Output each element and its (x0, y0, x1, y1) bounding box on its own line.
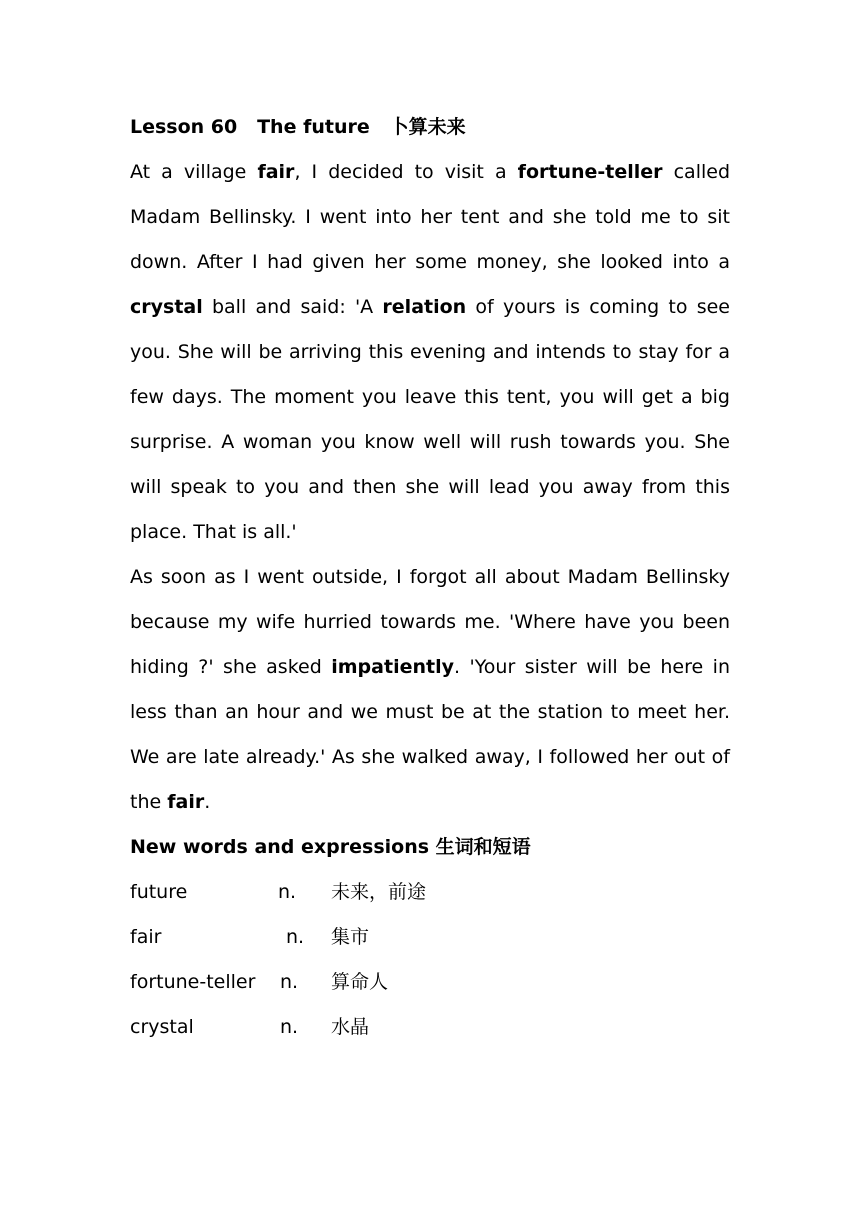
vocab-pos: n. (278, 881, 297, 903)
vocab-pos: n. (280, 971, 299, 993)
vocab-pos: n. (280, 1016, 299, 1038)
vocab-row-future (130, 870, 730, 915)
vocabulary-heading: New words and expressions 生词和短语 (130, 836, 531, 858)
vocab-meaning: 算命人 (331, 971, 389, 993)
text: of yours is coming to see you. She will be arriving this evening and intends to stay for a few days. The moment you leave this tent, you will get a big surprise. A woman you know well will rush towards you. She will speak to you and then she will lead you away from this place. That is all.' (130, 296, 730, 543)
vocab-row-fortune-teller (130, 960, 730, 1005)
vocab-meaning: 未来，前途 (331, 881, 427, 903)
vocab-pos: n. (286, 926, 305, 948)
keyword-relation: relation (382, 296, 467, 318)
keyword-crystal: crystal (130, 296, 203, 318)
text: called Madam Bellinsky. I went into her tent and she told me to sit down. After I had given her some money, she looked into a (130, 161, 730, 273)
keyword-fair: fair (167, 791, 205, 813)
story-paragraph-2 (130, 555, 730, 825)
vocab-word: fair (130, 926, 162, 948)
vocab-row-fair (130, 915, 730, 960)
text: ball and said: 'A (202, 296, 383, 318)
vocab-word: fortune-teller (130, 971, 256, 993)
story-paragraph-1 (130, 150, 730, 555)
text: At a village (130, 161, 258, 183)
text: . (204, 791, 211, 813)
lesson-title: Lesson 60 The future 卜算未来 (130, 116, 466, 138)
text: . 'Your sister will be here in less than an hour and we must be at the station to meet her. We are late already.' As she walked away, I followed her out of the (130, 656, 730, 813)
keyword-impatiently: impatiently (331, 656, 454, 678)
text: As soon as I went outside, I forgot all about Madam Bellinsky because my wife hurried towards me. 'Where have you been hiding ?' she asked (130, 566, 730, 678)
vocab-meaning: 集市 (331, 926, 370, 948)
keyword-fortune-teller: fortune-teller (517, 161, 663, 183)
vocab-meaning: 水晶 (331, 1016, 370, 1038)
keyword-fair: fair (257, 161, 295, 183)
vocab-word: future (130, 881, 188, 903)
vocab-word: crystal (130, 1016, 194, 1038)
document-page (130, 105, 730, 1050)
text: , I decided to visit a (294, 161, 518, 183)
vocab-row-crystal (130, 1005, 730, 1050)
